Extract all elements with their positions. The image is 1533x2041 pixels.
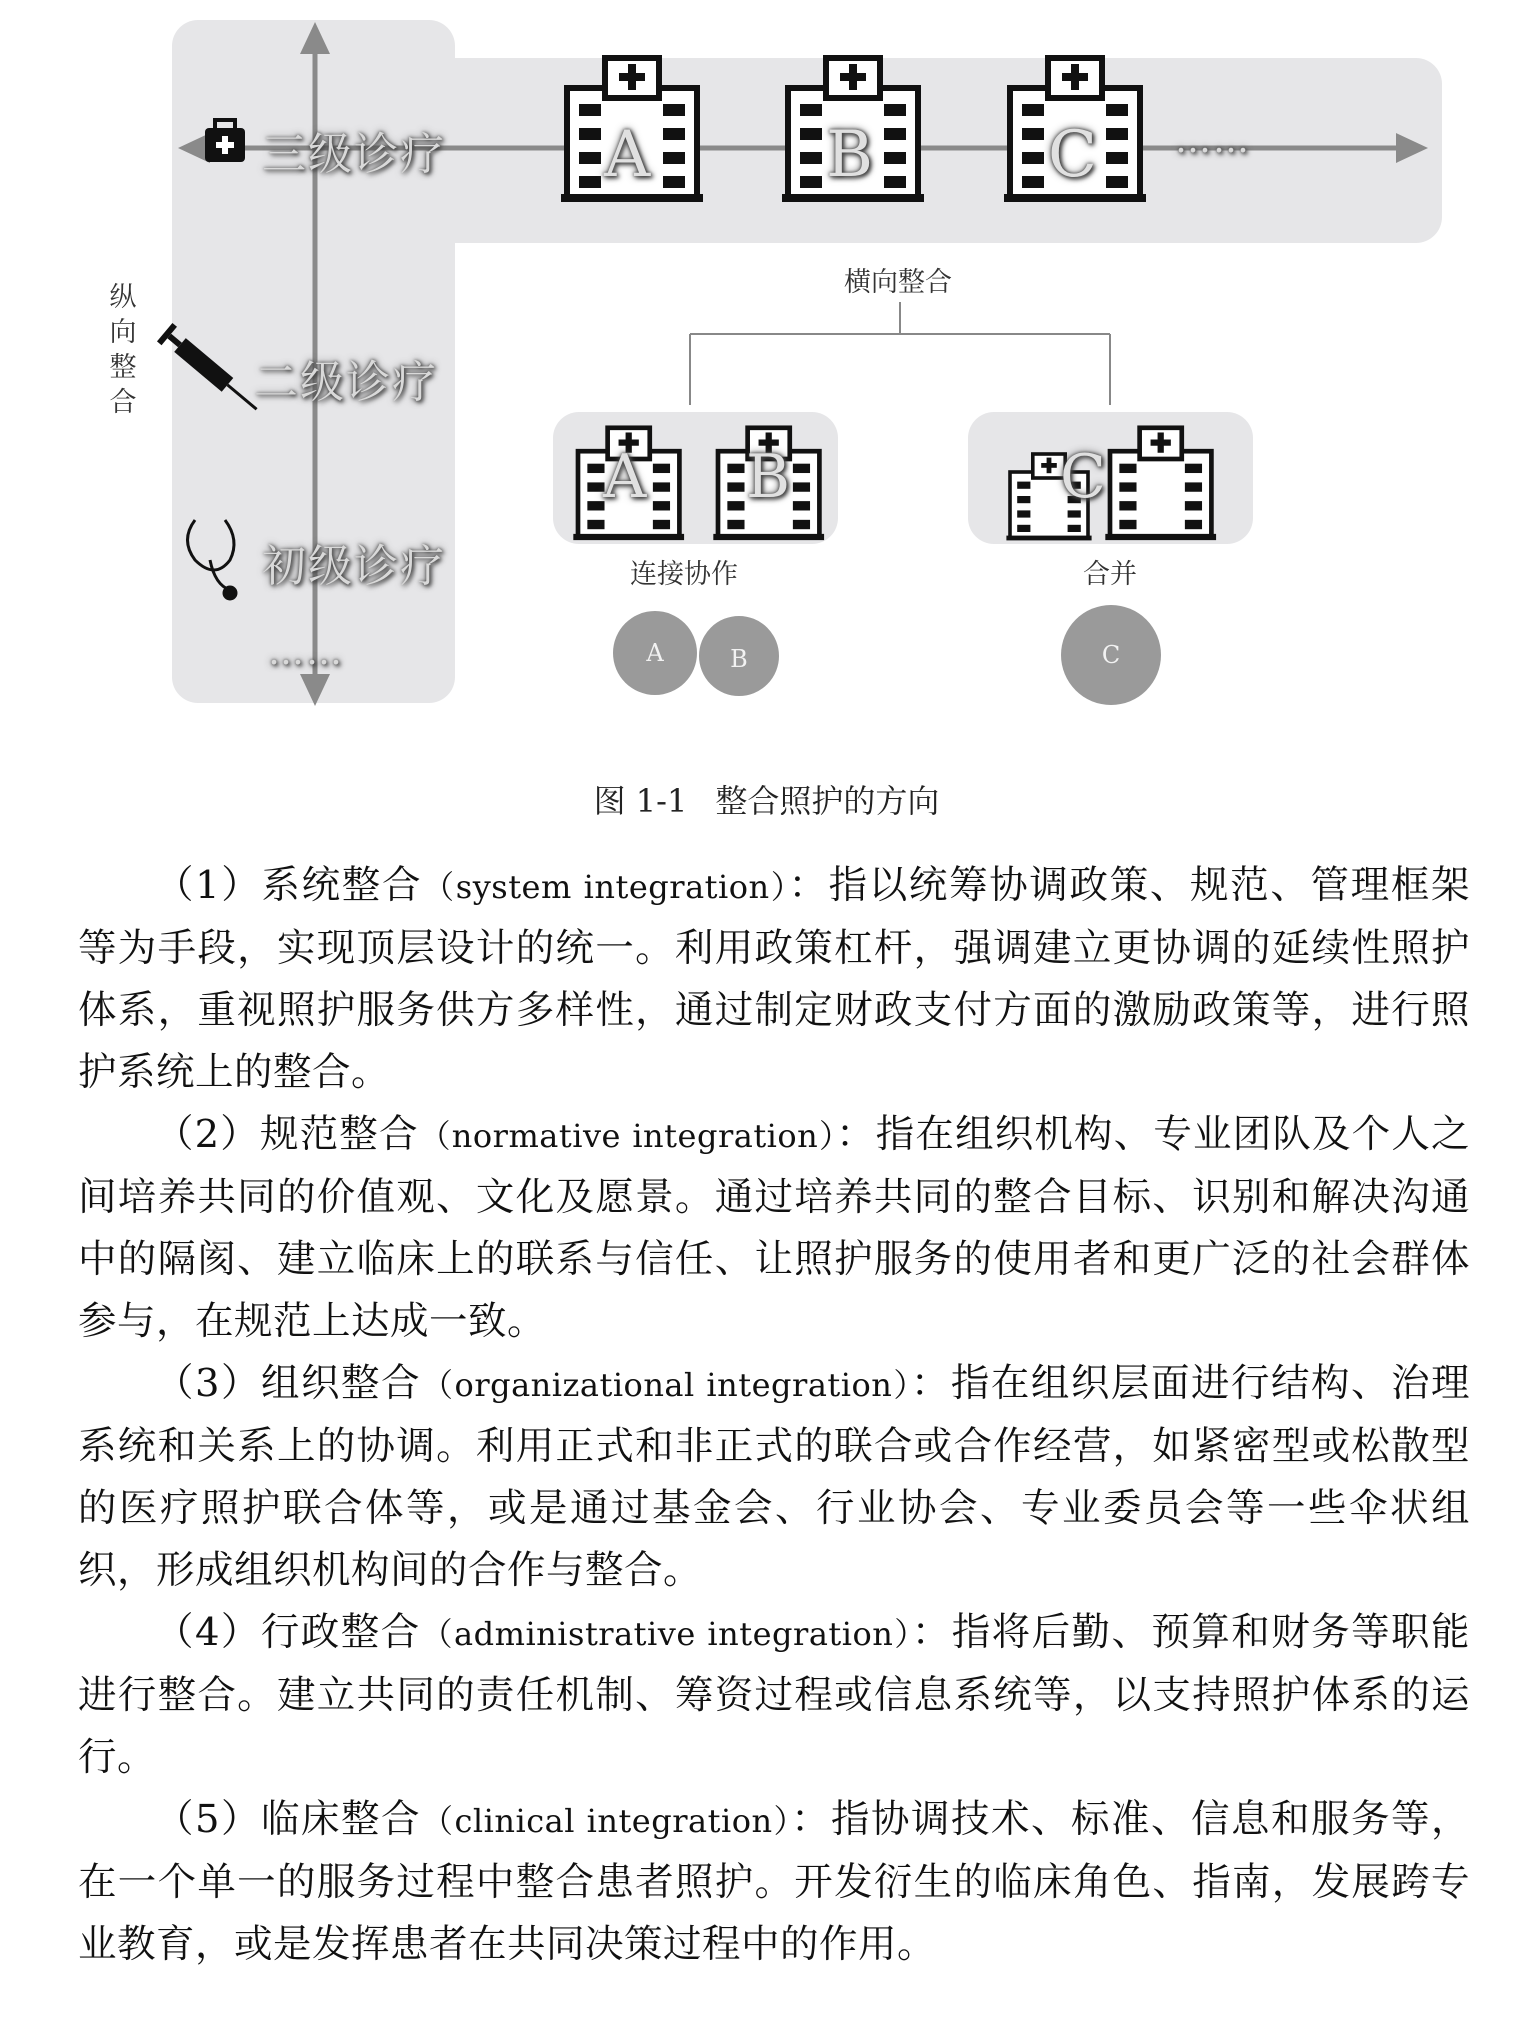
para-body: ：指在组织机构、专业团队及个人之间培养共同的价值观、文化及愿景。通过培养共同的整合目标、识别和解决沟通中的隔阂、建立临床上的联系与信任、让照护服务的使用者和更广泛的社会群体参与，在规范上达成一致。 xyxy=(78,1112,1470,1344)
para-body: ：指在组织层面进行结构、治理系统和关系上的协调。利用正式和非正式的联合或合作经营，如紧密型或松散型的医疗照护联合体等，或是通过基金会、行业协会、专业委员会等一些伞状组织，形成组织机构间的合作与整合。 xyxy=(78,1361,1470,1593)
caption-number: 图 1-1 xyxy=(593,782,688,820)
paragraph-4 xyxy=(78,1602,1470,1789)
level-more: …… xyxy=(268,632,344,673)
para-english-term: （organizational integration） xyxy=(421,1366,911,1404)
paragraph-1 xyxy=(78,855,1470,1104)
horizontal-axis-arrow-right xyxy=(1396,133,1428,163)
branch-letter-a: A xyxy=(603,442,649,512)
para-number: （3） xyxy=(155,1361,262,1406)
para-number: （2） xyxy=(155,1112,260,1157)
para-english-term: （clinical integration） xyxy=(420,1802,792,1840)
para-term: 行政整合 xyxy=(260,1610,421,1655)
body-text xyxy=(78,855,1470,1976)
para-english-term: （system integration） xyxy=(422,868,789,906)
connection-label: 连接协作 xyxy=(630,559,738,590)
vertical-axis-arrow-up xyxy=(300,22,330,54)
level-secondary: 二级诊疗 xyxy=(254,357,438,408)
level-primary: 初级诊疗 xyxy=(262,541,446,592)
para-term: 临床整合 xyxy=(260,1797,421,1842)
hospital-icon xyxy=(1105,428,1216,540)
syringe-icon xyxy=(157,323,264,419)
para-term: 系统整合 xyxy=(261,863,423,908)
para-term: 规范整合 xyxy=(259,1112,419,1157)
caption-title: 整合照护的方向 xyxy=(715,782,940,820)
para-body: ：指将后勤、预算和财务等职能进行整合。建立共同的责任机制、筹资过程或信息系统等，以支持照护体系的运行。 xyxy=(78,1610,1470,1780)
circle-a: A xyxy=(613,611,697,695)
circle-c: C xyxy=(1061,605,1161,705)
hospital-letter-a: A xyxy=(604,118,653,192)
integration-diagram xyxy=(0,0,1533,760)
stethoscope-icon xyxy=(188,520,237,599)
horizontal-integration-label: 横向整合 xyxy=(844,267,952,298)
medical-kit-icon xyxy=(205,120,245,162)
para-english-term: （normative integration） xyxy=(418,1117,837,1155)
figure-caption xyxy=(0,776,1533,822)
para-body: ：指以统筹协调政策、规范、管理框架等为手段，实现顶层设计的统一。利用政策杠杆，强调建立更协调的延续性照护体系，重视照护服务供方多样性，通过制定财政支付方面的激励政策等，进行照护系统上的整合。 xyxy=(78,863,1470,1095)
para-term: 组织整合 xyxy=(261,1361,422,1406)
para-number: （5） xyxy=(155,1797,261,1842)
paragraph-5 xyxy=(78,1789,1470,1976)
level-tertiary: 三级诊疗 xyxy=(262,129,446,180)
circle-b: B xyxy=(697,614,781,698)
paragraph-3 xyxy=(78,1353,1470,1602)
para-body: ：指协调技术、标准、信息和服务等，在一个单一的服务过程中整合患者照护。开发衍生的临床角色、指南，发展跨专业教育，或是发挥患者在共同决策过程中的作用。 xyxy=(78,1797,1470,1967)
vertical-integration-label: 纵向整合 xyxy=(109,282,137,418)
branch-letter-c: C xyxy=(1060,442,1108,512)
para-english-term: （administrative integration） xyxy=(420,1615,912,1653)
vertical-axis-arrow-down xyxy=(300,674,330,706)
hospital-letter-c: C xyxy=(1048,118,1099,192)
hospital-more: …… xyxy=(1175,120,1251,161)
para-number: （1） xyxy=(155,863,262,908)
hospital-letter-b: B xyxy=(826,118,876,192)
branch-letter-b: B xyxy=(746,442,793,512)
merger-label: 合并 xyxy=(1083,559,1137,590)
paragraph-2 xyxy=(78,1104,1470,1353)
para-number: （4） xyxy=(155,1610,261,1655)
